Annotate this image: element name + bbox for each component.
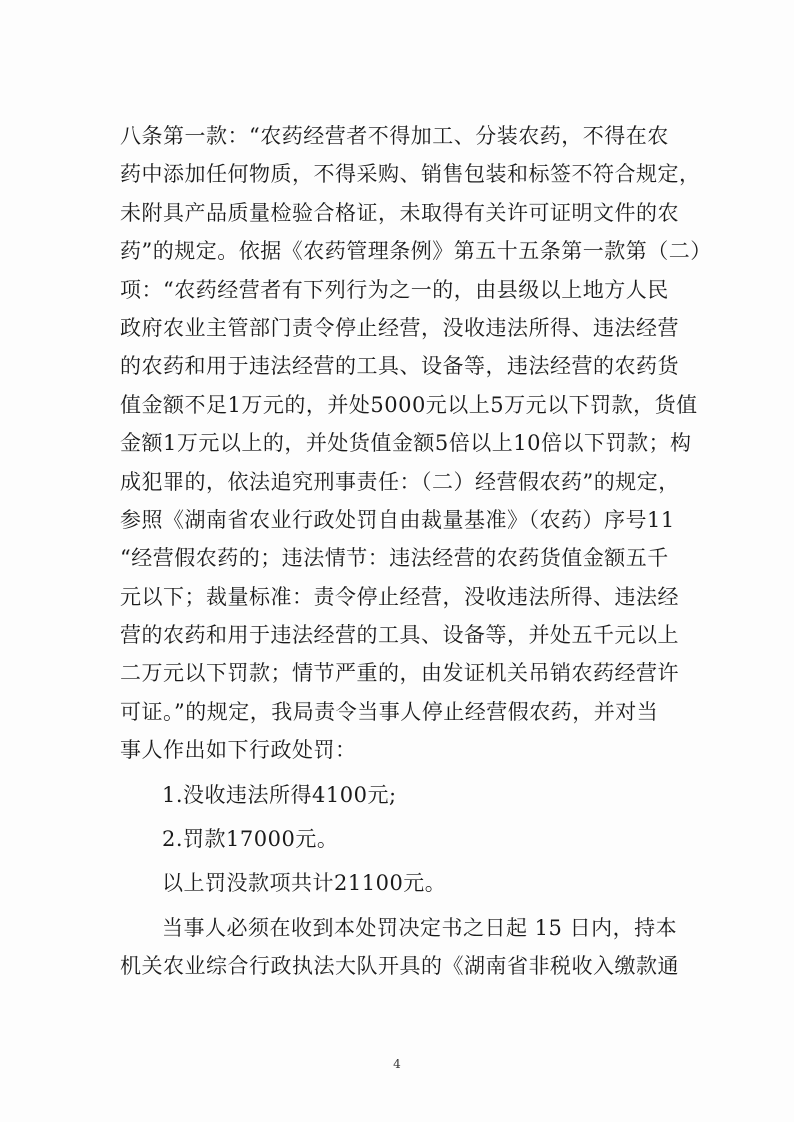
text-line: 事人作出如下行政处罚： — [120, 738, 357, 763]
text-line: 项：“农药经营者有下列行为之一的，由县级以上地方人民 — [120, 277, 669, 302]
text-line: 营的农药和用于违法经营的工具、设备等，并处五千元以上 — [120, 623, 679, 648]
payment-paragraph-line: 当事人必须在收到本处罚决定书之日起 15 日内，持本 — [162, 915, 678, 940]
text-line: 未附具产品质量检验合格证，未取得有关许可证明文件的农 — [120, 200, 679, 225]
text-line: 八条第一款：“农药经营者不得加工、分装农药，不得在农 — [120, 124, 669, 148]
page-number: 4 — [393, 1057, 401, 1071]
text-line: 二万元以下罚款；情节严重的，由发证机关吊销农药经营许 — [120, 661, 679, 686]
text-line: 政府农业主管部门责令停止经营，没收违法所得、违法经营 — [120, 315, 679, 340]
text-line: 金额1万元以上的，并处货值金额5倍以上10倍以下罚款；构 — [120, 431, 692, 456]
text-line: 的农药和用于违法经营的工具、设备等，违法经营的农药货 — [120, 354, 679, 379]
penalty-item-fine: 2.罚款17000元。 — [162, 827, 339, 852]
document-body — [120, 117, 712, 986]
text-line: 成犯罪的，依法追究刑事责任：（二）经营假农药”的规定， — [120, 469, 680, 494]
penalty-item-confiscation: 1.没收违法所得4100元; — [162, 782, 397, 807]
text-line: 值金额不足1万元的，并处5000元以上5万元以下罚款，货值 — [120, 392, 698, 417]
text-line: 药”的规定。依据《农药管理条例》第五十五条第一款第（二） — [120, 239, 712, 264]
text-line: 参照《湖南省农业行政处罚自由裁量基准》（农药）序号11 — [120, 507, 675, 532]
payment-paragraph-line: 机关农业综合行政执法大队开具的《湖南省非税收入缴款通 — [120, 954, 679, 979]
text-line: “经营假农药的；违法情节：违法经营的农药货值金额五千 — [120, 546, 669, 571]
text-line: 可证。”的规定，我局责令当事人停止经营假农药，并对当 — [120, 699, 659, 724]
total-amount: 以上罚没款项共计21100元。 — [162, 871, 447, 896]
text-line: 药中添加任何物质，不得采购、销售包装和标签不符合规定， — [120, 162, 701, 187]
text-line: 元以下；裁量标准：责令停止经营，没收违法所得、违法经 — [120, 584, 679, 609]
